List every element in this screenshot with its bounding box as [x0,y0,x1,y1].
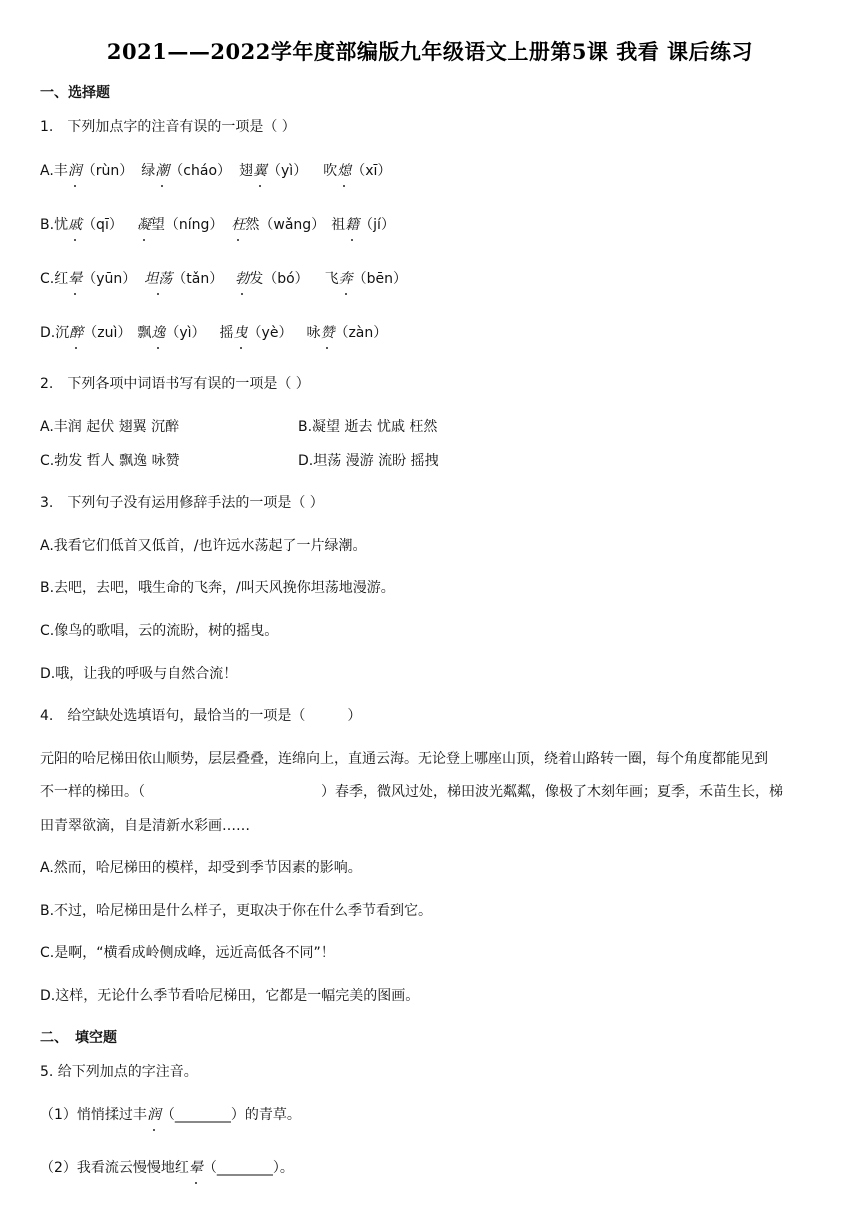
question-3-option-a: A.我看它们低首又低首，/也许远水荡起了一片绿潮。 [40,538,367,554]
question-4-option-d: D.这样，无论什么季节看哈尼梯田，它都是一幅完美的图画。 [40,988,420,1004]
question-5-item-2 [40,1157,294,1177]
question-1-stem: 1. 下列加点字的注音有误的一项是（ ） [40,119,296,135]
word-pre: 忧 [54,217,69,233]
question-4-option-b: B.不过，哈尼梯田是什么样子，更取决于你在什么季节看到它。 [40,903,433,919]
question-2-option-d: D.坦荡 漫游 流盼 摇拽 [298,453,439,469]
question-4-passage-line-3: 田青翠欲滴，自是清新水彩画…… [40,818,250,834]
question-4-passage-line-2 [40,781,783,801]
pinyin: （tǎn） [172,271,224,287]
question-3-option-d: D.哦，让我的呼吸与自然合流！ [40,666,238,682]
page-title: 2021——2022学年度部编版九年级语文上册第5课 我看 课后练习 [106,39,754,64]
pinyin: （bēn） [352,271,408,287]
word-pre: 飞 [324,271,339,287]
option-letter: D. [40,325,56,341]
pinyin: 发（bó） [249,271,309,287]
question-3-option-b: B.去吧，去吧，哦生命的飞奔，/叫天风挽你坦荡地漫游。 [40,580,395,596]
question-1-option-d [40,322,387,342]
question-4-stem: 4. 给空缺处选填语句，最恰当的一项是（ ） [40,708,362,724]
question-2-stem: 2. 下列各项中词语书写有误的一项是（ ） [40,376,310,392]
question-5-item-1 [40,1104,301,1124]
pinyin: （zàn） [334,325,388,341]
question-4-option-c: C.是啊，“横看成岭侧成峰，远近高低各不同”！ [40,945,335,961]
dotted-char: 凝 [137,214,151,234]
passage-text: 不一样的梯田。（ [40,784,145,800]
item-text: ）。 [272,1160,294,1176]
question-3-option-c: C.像鸟的歌唱，云的流盼，树的摇曳。 [40,623,279,639]
question-3-stem: 3. 下列句子没有运用修辞手法的一项是（ ） [40,495,324,511]
item-text: ）的青草。 [230,1107,301,1123]
dotted-char: 润 [147,1104,161,1124]
section-heading-choice: 一、选择题 [40,85,110,101]
question-5-stem: 5. 给下列加点的字注音。 [40,1064,198,1080]
option-letter: B. [40,217,55,233]
question-2-option-b: B.凝望 逝去 忧戚 枉然 [298,419,438,435]
pinyin: （cháo） [169,163,232,179]
question-4-option-a: A.然而，哈尼梯田的模样，却受到季节因素的影响。 [40,860,362,876]
word-pre: 绿 [141,163,156,179]
dotted-char: 醉 [69,322,83,342]
question-2-option-c: C.勃发 哲人 飘逸 咏赞 [40,453,180,469]
dotted-char: 翼 [253,160,267,180]
question-2-option-a: A.丰润 起伏 翅翼 沉醉 [40,419,180,435]
question-1-option-a [40,160,391,180]
pinyin: （qī） [82,217,123,233]
dotted-char: 逸 [151,322,165,342]
word-pre: 摇 [219,325,234,341]
pinyin: 然（wǎng） [245,217,326,233]
dotted-char: 戚 [68,214,82,234]
dotted-char: 奔 [339,268,353,288]
dotted-char: 熄 [337,160,351,180]
pinyin: 望（níng） [150,217,224,233]
dotted-char: 晕 [189,1157,203,1177]
dotted-char: 潮 [155,160,169,180]
pinyin: （jí） [359,217,395,233]
word-pre: 翅 [239,163,254,179]
passage-text: ）春季，微风过处，梯田波光粼粼，像极了木刻年画；夏季，禾苗生长，梯 [321,784,783,800]
dotted-char: 润 [68,160,82,180]
dotted-char: 籍 [345,214,359,234]
question-1-option-b [40,214,395,234]
item-text: （ [202,1160,217,1176]
item-text: （ [160,1107,175,1123]
word-pre: 咏 [306,325,321,341]
dotted-char: 枉 [231,214,245,234]
pinyin: （xī） [351,163,392,179]
option-letter: C. [40,271,55,287]
word-pre: 沉 [55,325,70,341]
item-text: （1）悄悄揉过丰 [40,1107,147,1123]
question-4-passage-line-1: 元阳的哈尼梯田依山顺势，层层叠叠，连绵向上，直通云海。无论登上哪座山顶，绕着山路转一圈，每个角度都能见到 [40,751,768,767]
pinyin: （yì） [165,325,206,341]
dotted-char: 坦荡 [144,268,172,288]
dotted-char: 晕 [68,268,82,288]
section-heading-fill: 二、 填空题 [40,1030,117,1046]
word-pre: 飘 [137,325,152,341]
answer-blank[interactable]: ________ [174,1107,231,1123]
pinyin: （yì） [267,163,308,179]
pinyin: （zuì） [83,325,132,341]
dotted-char: 勃 [235,268,249,288]
item-text: （2）我看流云慢慢地红 [40,1160,189,1176]
dotted-char: 赞 [320,322,334,342]
word-pre: 丰 [53,163,68,179]
word-pre: 祖 [331,217,346,233]
word-pre: 红 [54,271,69,287]
answer-blank[interactable]: ________ [216,1160,273,1176]
word-pre: 吹 [323,163,338,179]
pinyin: （yè） [247,325,293,341]
dotted-char: 曳 [234,322,248,342]
question-1-option-c [40,268,407,288]
pinyin: （yūn） [82,271,137,287]
option-letter: A. [40,163,54,179]
pinyin: （rùn） [81,163,134,179]
